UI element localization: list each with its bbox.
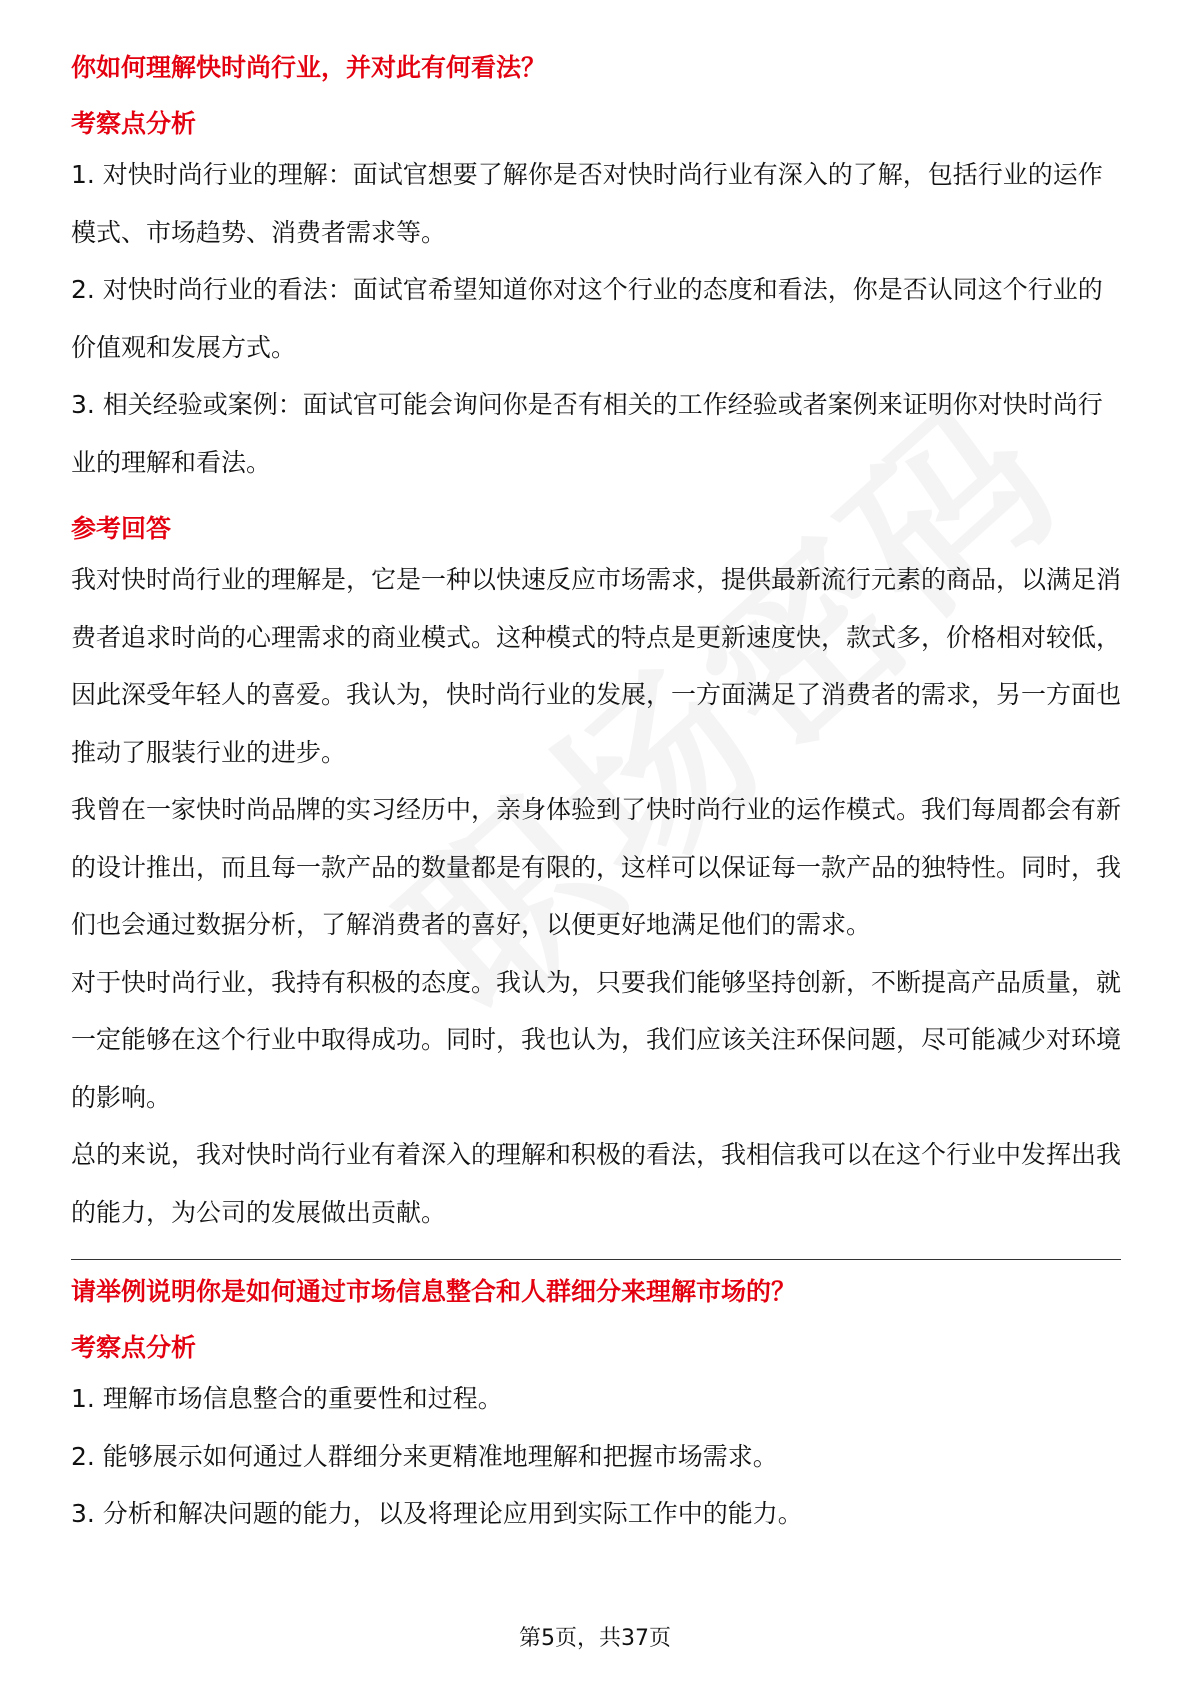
q1-answer-paragraph-1: 我对快时尚行业的理解是，它是一种以快速反应市场需求，提供最新流行元素的商品，以满足消费者追求时尚的心理需求的商业模式。这种模式的特点是更新速度快，款式多，价格相对较低，因此深受年轻人的喜爱。我认为，快时尚行业的发展，一方面满足了消费者的需求，另一方面也推动了服装行业的进步。 xyxy=(71,565,1122,767)
q1-analysis-item-1: 1. 对快时尚行业的理解：面试官想要了解你是否对快时尚行业有深入的了解，包括行业的运作模式、市场趋势、消费者需求等。 xyxy=(71,160,1103,247)
q1-analysis-item-2: 2. 对快时尚行业的看法：面试官希望知道你对这个行业的态度和看法，你是否认同这个行业的价值观和发展方式。 xyxy=(71,275,1103,362)
q1-analysis-title: 考察点分析 xyxy=(71,109,197,138)
question-2-title: 请举例说明你是如何通过市场信息整合和人群细分来理解市场的？ xyxy=(71,1277,797,1306)
q1-answer-paragraph-3: 对于快时尚行业，我持有积极的态度。我认为，只要我们能够坚持创新，不断提高产品质量，就一定能够在这个行业中取得成功。同时，我也认为，我们应该关注环保问题，尽可能减少对环境的影响。 xyxy=(71,967,1122,1112)
q2-analysis-item-1: 1. 理解市场信息整合的重要性和过程。 xyxy=(71,1384,503,1413)
q2-analysis-item-2: 2. 能够展示如何通过人群细分来更精准地理解和把握市场需求。 xyxy=(71,1441,778,1471)
section-divider xyxy=(71,1259,1121,1260)
document-page xyxy=(71,50,1121,1543)
q2-analysis-title: 考察点分析 xyxy=(71,1333,197,1362)
q1-answer-title: 参考回答 xyxy=(71,514,172,543)
question-1-title: 你如何理解快时尚行业，并对此有何看法？ xyxy=(71,53,547,82)
q1-analysis-item-3: 3. 相关经验或案例：面试官可能会询问你是否有相关的工作经验或者案例来证明你对快时尚行业的理解和看法。 xyxy=(71,390,1103,477)
q1-answer-paragraph-2: 我曾在一家快时尚品牌的实习经历中，亲身体验到了快时尚行业的运作模式。我们每周都会有新的设计推出，而且每一款产品的数量都是有限的，这样可以保证每一款产品的独特性。同时，我们也会通过数据分析，了解消费者的喜好，以便更好地满足他们的需求。 xyxy=(71,795,1122,939)
q1-answer-paragraph-4: 总的来说，我对快时尚行业有着深入的理解和积极的看法，我相信我可以在这个行业中发挥出我的能力，为公司的发展做出贡献。 xyxy=(71,1140,1122,1227)
q2-analysis-item-3: 3. 分析和解决问题的能力，以及将理论应用到实际工作中的能力。 xyxy=(71,1499,803,1528)
page-footer: 第5页，共37页 xyxy=(519,1626,671,1651)
